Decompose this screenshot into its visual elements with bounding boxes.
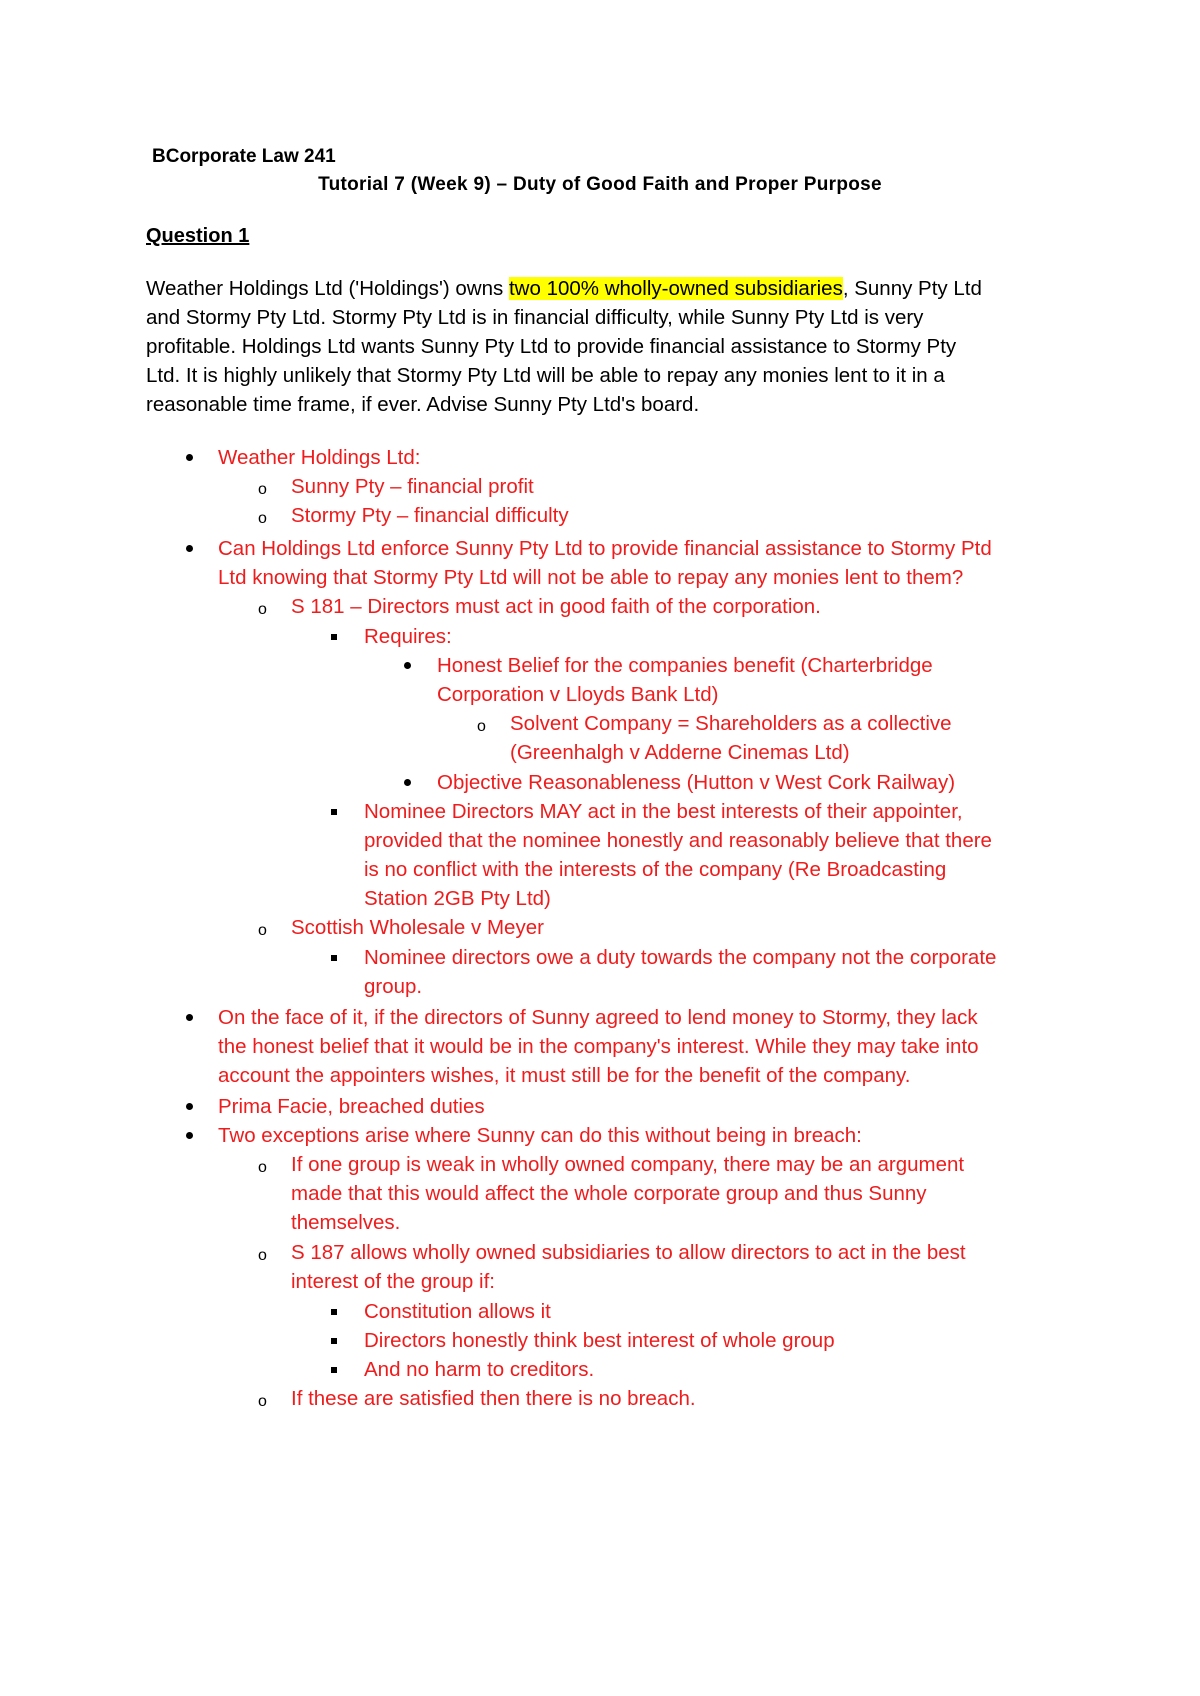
note-item	[291, 1150, 964, 1237]
note-line: Requires:	[364, 625, 452, 648]
note-line: account the appointers wishes, it must still be for the benefit of the company.	[218, 1064, 911, 1087]
highlighted-text: two 100% wholly-owned subsidiaries	[508, 277, 843, 300]
square-bullet-icon	[331, 955, 337, 961]
dot-bullet-icon	[186, 1103, 193, 1110]
note-line: themselves.	[291, 1211, 401, 1234]
note-item	[437, 651, 933, 709]
dot-bullet-icon	[404, 662, 411, 669]
note-line: Honest Belief for the companies benefit (Charterbridge	[437, 654, 933, 677]
note-item	[291, 1384, 696, 1413]
note-line: Corporation v Lloyds Bank Ltd)	[437, 683, 719, 706]
note-item	[364, 1326, 835, 1355]
note-item	[218, 1003, 979, 1090]
note-line: provided that the nominee honestly and reasonably believe that there	[364, 829, 992, 852]
dot-bullet-icon	[404, 779, 411, 786]
circle-bullet-icon: o	[258, 1247, 267, 1264]
note-line: Station 2GB Pty Ltd)	[364, 887, 551, 910]
dot-bullet-icon	[186, 1132, 193, 1139]
dot-bullet-icon	[186, 545, 193, 552]
note-line: Constitution allows it	[364, 1300, 551, 1323]
question-line	[146, 274, 1086, 303]
question-text: , Sunny Pty Ltd	[842, 277, 982, 300]
circle-bullet-icon: o	[258, 922, 267, 939]
note-line: Prima Facie, breached duties	[218, 1095, 485, 1118]
note-line: S 181 – Directors must act in good faith of the corporation.	[291, 595, 821, 618]
note-item	[291, 501, 569, 530]
note-line: interest of the group if:	[291, 1270, 495, 1293]
note-item	[510, 709, 952, 767]
note-item	[364, 1355, 594, 1384]
circle-bullet-icon: o	[258, 1393, 267, 1410]
note-line: Two exceptions arise where Sunny can do this without being in breach:	[218, 1124, 862, 1147]
note-line: (Greenhalgh v Adderne Cinemas Ltd)	[510, 741, 850, 764]
square-bullet-icon	[331, 809, 337, 815]
note-item	[364, 1297, 551, 1326]
circle-bullet-icon: o	[258, 601, 267, 618]
note-item	[364, 797, 992, 913]
note-line: Objective Reasonableness (Hutton v West Cork Railway)	[437, 771, 956, 794]
note-line: Can Holdings Ltd enforce Sunny Pty Ltd to provide financial assistance to Stormy Ptd	[218, 537, 992, 560]
note-line: Weather Holdings Ltd:	[218, 446, 421, 469]
note-item	[218, 443, 420, 472]
dot-bullet-icon	[186, 454, 193, 461]
note-line: is no conflict with the interests of the company (Re Broadcasting	[364, 858, 947, 881]
note-line: group.	[364, 975, 423, 998]
note-line: made that this would affect the whole corporate group and thus Sunny	[291, 1182, 927, 1205]
note-line: Sunny Pty – financial profit	[291, 475, 534, 498]
note-line: Ltd knowing that Stormy Pty Ltd will not be able to repay any monies lent to them?	[218, 566, 964, 589]
note-item	[218, 534, 992, 592]
course-title: BCorporate Law 241	[152, 146, 336, 167]
question-paragraph	[146, 274, 1086, 419]
note-item	[291, 913, 544, 942]
square-bullet-icon	[331, 1367, 337, 1373]
square-bullet-icon	[331, 1338, 337, 1344]
note-item	[291, 472, 534, 501]
note-item	[364, 943, 996, 1001]
note-item	[364, 622, 452, 651]
square-bullet-icon	[331, 1309, 337, 1315]
question-line: reasonable time frame, if ever. Advise Sunny Pty Ltd's board.	[146, 393, 700, 416]
question-line: profitable. Holdings Ltd wants Sunny Pty Ltd to provide financial assistance to Stormy Pty	[146, 335, 957, 358]
note-item	[437, 768, 955, 797]
question-line: Ltd. It is highly unlikely that Stormy Pty Ltd will be able to repay any monies lent to it in a	[146, 364, 945, 387]
question-text: Weather Holdings Ltd ('Holdings') owns	[146, 277, 509, 300]
circle-bullet-icon: o	[258, 510, 267, 527]
dot-bullet-icon	[186, 1014, 193, 1021]
note-line: S 187 allows wholly owned subsidiaries to allow directors to act in the best	[291, 1241, 966, 1264]
note-line: the honest belief that it would be in the company's interest. While they may take into	[218, 1035, 979, 1058]
question-line: and Stormy Pty Ltd. Stormy Pty Ltd is in financial difficulty, while Sunny Pty Ltd is very	[146, 306, 924, 329]
note-line: If one group is weak in wholly owned company, there may be an argument	[291, 1153, 965, 1176]
note-item	[291, 592, 821, 621]
circle-bullet-icon: o	[258, 481, 267, 498]
note-line: Directors honestly think best interest of whole group	[364, 1329, 835, 1352]
note-line: Stormy Pty – financial difficulty	[291, 504, 569, 527]
note-line: Solvent Company = Shareholders as a collective	[510, 712, 952, 735]
question-heading: Question 1	[146, 225, 250, 247]
note-line: If these are satisfied then there is no breach.	[291, 1387, 696, 1410]
note-line: Nominee directors owe a duty towards the company not the corporate	[364, 946, 997, 969]
note-item	[218, 1121, 862, 1150]
note-item	[218, 1092, 485, 1121]
circle-bullet-icon: o	[258, 1159, 267, 1176]
tutorial-title: Tutorial 7 (Week 9) – Duty of Good Faith and Proper Purpose	[318, 174, 882, 195]
note-item	[291, 1238, 966, 1296]
note-line: Scottish Wholesale v Meyer	[291, 916, 544, 939]
note-line: And no harm to creditors.	[364, 1358, 595, 1381]
square-bullet-icon	[331, 634, 337, 640]
note-line: Nominee Directors MAY act in the best interests of their appointer,	[364, 800, 963, 823]
note-line: On the face of it, if the directors of Sunny agreed to lend money to Stormy, they lack	[218, 1006, 978, 1029]
circle-bullet-icon: o	[477, 718, 486, 735]
